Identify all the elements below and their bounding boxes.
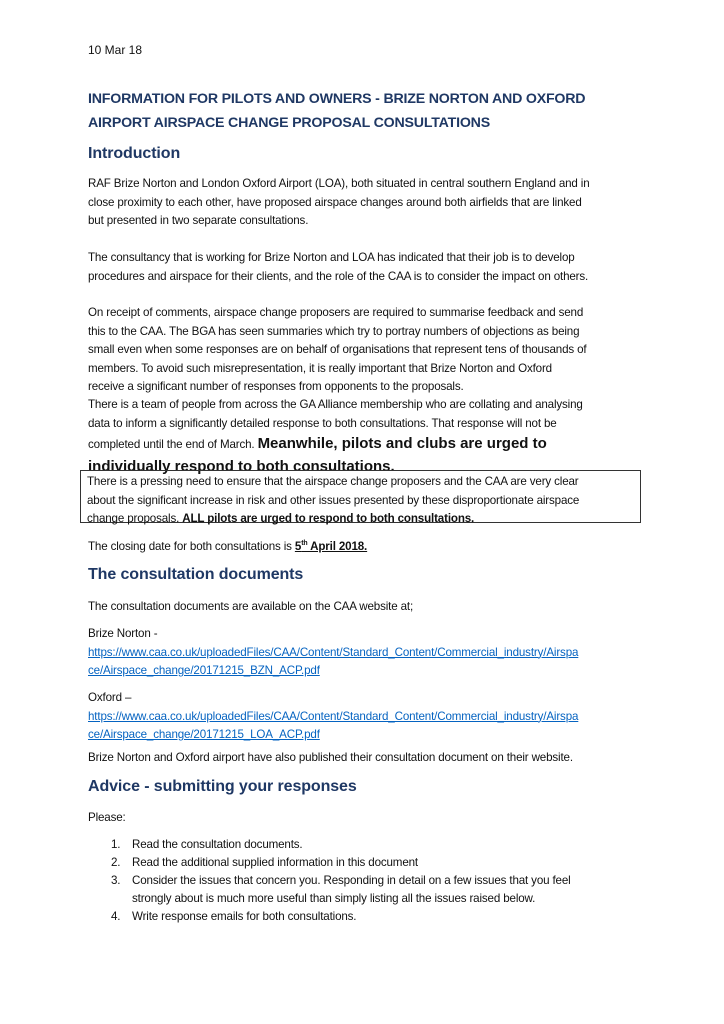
heading-advice: Advice - submitting your responses <box>88 778 357 795</box>
text-line: There is a pressing need to ensure that the airspace change proposers and the CAA are very clear <box>87 475 579 488</box>
text-line: receive a significant number of responses from opponents to the proposals. <box>88 380 464 393</box>
text-line: but presented in two separate consultations. <box>88 214 309 227</box>
title-line: AIRPORT AIRSPACE CHANGE PROPOSAL CONSULTATIONS <box>88 115 490 131</box>
emphasis-text: ALL pilots are urged to respond to both consultations. <box>182 512 475 525</box>
ordinal-suffix: th <box>301 540 308 547</box>
emphasis-text: Meanwhile, pilots and clubs are urged to <box>257 435 547 452</box>
list-text: Consider the issues that concern you. Responding in detail on a few issues that you feel <box>132 874 571 887</box>
callout-box <box>80 470 641 523</box>
emphasis-text: individually respond to both consultations. <box>88 458 395 475</box>
document-date: 10 Mar 18 <box>88 43 143 57</box>
text-line: The consultancy that is working for Brize Norton and LOA has indicated that their job is to develop <box>88 251 575 264</box>
please-label: Please: <box>88 811 126 824</box>
list-number: 4. <box>111 910 121 923</box>
text-line: data to inform a significantly detailed response to both consultations. That response will not be <box>88 416 557 430</box>
text-line: There is a team of people from across the GA Alliance membership who are collating and analysing <box>88 398 583 411</box>
closing-date <box>295 540 367 553</box>
list-text: strongly about is much more useful than simply listing all the issues raised below. <box>132 892 536 905</box>
brize-norton-link[interactable]: https://www.caa.co.uk/uploadedFiles/CAA/Content/Standard_Content/Commercial_industry/Airspa <box>88 645 579 659</box>
text-line: this to the CAA. The BGA has seen summaries which try to portray numbers of objections as being <box>88 324 580 338</box>
title-line: INFORMATION FOR PILOTS AND OWNERS - BRIZE NORTON AND OXFORD <box>88 91 586 107</box>
text-run: completed until the end of March. <box>88 438 258 451</box>
heading-consultation-documents: The consultation documents <box>88 566 304 583</box>
closing-date-paragraph <box>88 535 367 557</box>
intro-paragraph-2 <box>88 249 588 286</box>
oxford-link-continued[interactable]: ce/Airspace_change/20171215_LOA_ACP.pdf <box>88 728 320 741</box>
text-line: procedures and airspace for their clients, and the role of the CAA is to consider the impact on others. <box>88 269 589 283</box>
heading-introduction: Introduction <box>88 145 181 162</box>
oxford-label: Oxford – <box>88 691 132 704</box>
intro-paragraph-4 <box>88 396 583 433</box>
brize-norton-entry <box>88 625 578 681</box>
text-line: close proximity to each other, have proposed airspace changes around both airfields that are linked <box>88 195 582 209</box>
list-number: 2. <box>111 856 121 869</box>
text-run: change proposals. <box>87 512 183 525</box>
documents-intro: The consultation documents are available on the CAA website at; <box>88 600 414 613</box>
documents-note: Brize Norton and Oxford airport have also published their consultation document on their website. <box>88 751 573 764</box>
list-number: 3. <box>111 874 121 887</box>
intro-paragraph-1 <box>88 175 590 231</box>
text-line: small even when some responses are on behalf of organisations that represent tens of thousands of <box>88 343 587 356</box>
list-text: Write response emails for both consultations. <box>132 910 357 923</box>
list-number: 1. <box>111 838 121 851</box>
list-text: Read the additional supplied information in this document <box>132 856 418 869</box>
text-line: about the significant increase in risk and other issues presented by these disproportionate airspace <box>87 493 580 507</box>
intro-paragraph-3 <box>88 304 586 397</box>
callout-text <box>87 473 579 529</box>
closing-month-year: April 2018. <box>307 540 368 553</box>
oxford-entry <box>88 689 578 745</box>
closing-day: 5 <box>294 540 302 553</box>
brize-norton-label: Brize Norton - <box>88 627 158 640</box>
document-title <box>88 87 585 135</box>
text-line: RAF Brize Norton and London Oxford Airport (LOA), both situated in central southern England and in <box>88 177 590 190</box>
text-run: The closing date for both consultations is <box>88 540 295 553</box>
brize-norton-link-continued[interactable]: ce/Airspace_change/20171215_BZN_ACP.pdf <box>88 664 320 677</box>
text-line: members. To avoid such misrepresentation, it is really important that Brize Norton and Oxford <box>88 361 552 375</box>
oxford-link[interactable]: https://www.caa.co.uk/uploadedFiles/CAA/Content/Standard_Content/Commercial_industry/Airspa <box>88 709 579 723</box>
list-text: Read the consultation documents. <box>132 838 303 851</box>
text-line: On receipt of comments, airspace change proposers are required to summarise feedback and send <box>88 306 584 319</box>
